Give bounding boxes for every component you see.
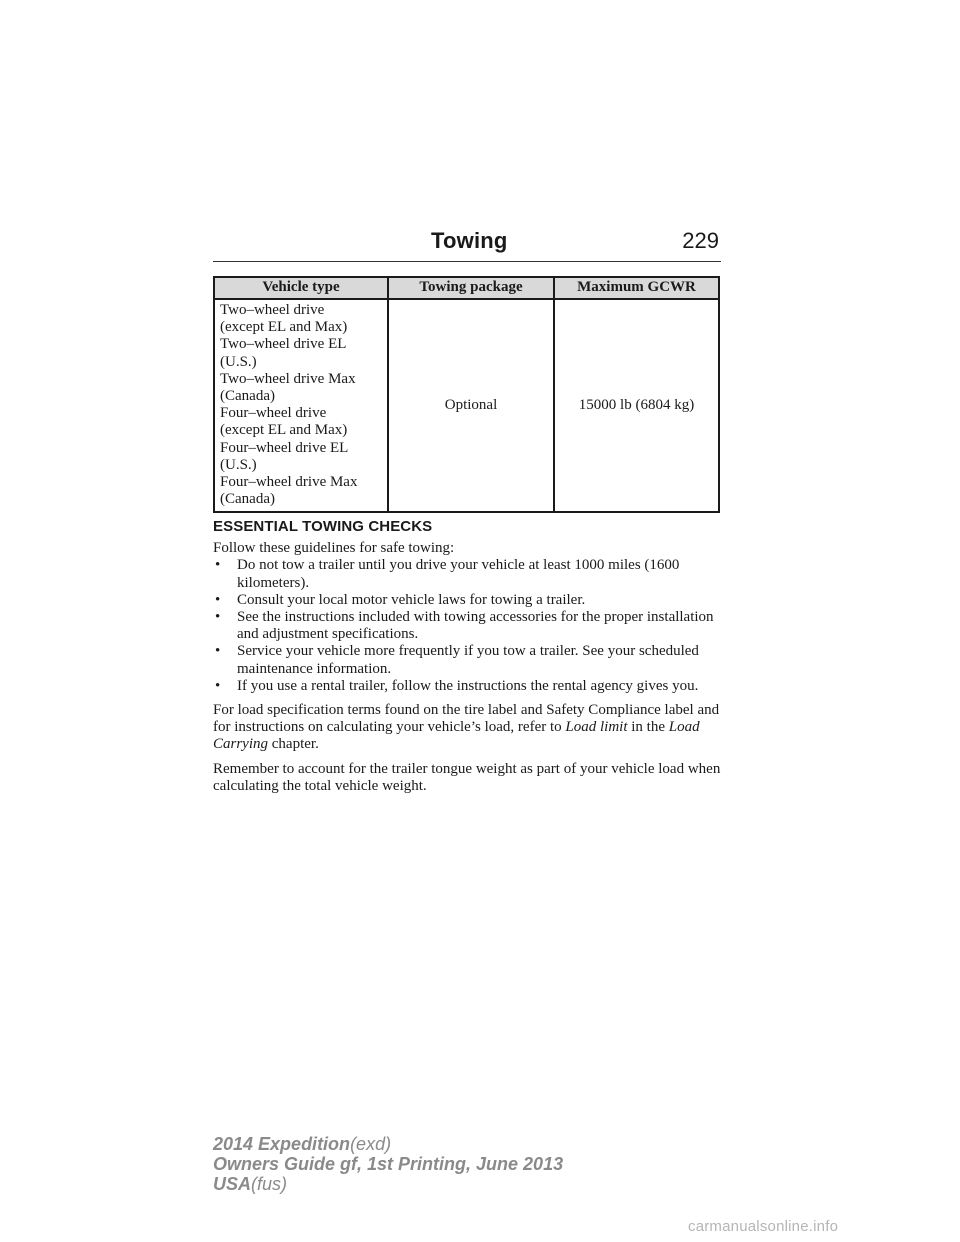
list-item-text: Consult your local motor vehicle laws for towing a trailer.: [237, 591, 586, 608]
tongue-weight-paragraph: Remember to account for the trailer tongue weight as part of your vehicle load when calculating the total vehicle weight.: [213, 760, 721, 794]
bullet-icon: •: [215, 643, 221, 660]
list-item: [213, 557, 723, 591]
list-item-text: Service your vehicle more frequently if you tow a trailer. See your scheduled maintenance information.: [237, 643, 699, 677]
cell-max-gcwr: 15000 lb (6804 kg): [554, 299, 719, 512]
vehicle-type-line: (except EL and Max): [220, 319, 348, 336]
bullet-icon: •: [215, 591, 221, 608]
guideline-list: [213, 557, 723, 695]
vehicle-type-line: Four–wheel drive: [220, 405, 327, 422]
footer-line-market: [213, 1174, 713, 1194]
document-footer: [213, 1134, 713, 1194]
list-item: [213, 643, 723, 677]
vehicle-type-line: Four–wheel drive EL: [220, 439, 349, 456]
vehicle-type-line: (Canada): [220, 388, 275, 405]
footer-model-code: (exd): [350, 1134, 392, 1154]
chapter-title: Towing: [431, 228, 508, 253]
header-rule: [213, 261, 721, 262]
list-item: [213, 592, 723, 609]
vehicle-type-line: (except EL and Max): [220, 422, 348, 439]
section-intro: Follow these guidelines for safe towing:: [213, 540, 455, 557]
vehicle-type-line: Two–wheel drive EL: [220, 336, 347, 353]
bullet-icon: •: [215, 677, 221, 694]
list-item-text: If you use a rental trailer, follow the instructions the rental agency gives you.: [237, 677, 699, 694]
section-essential-towing-checks: [213, 518, 723, 795]
col-header-towing-package: Towing package: [388, 277, 554, 299]
page-number: 229: [682, 228, 719, 253]
footer-line-model: [213, 1134, 713, 1154]
list-item-text: See the instructions included with towing accessories for the proper installation and adjustment specifications.: [237, 609, 714, 643]
cell-vehicle-type: [214, 299, 388, 512]
footer-market: USA: [213, 1174, 252, 1194]
paragraph-text: in the: [627, 719, 669, 736]
cell-towing-package: Optional: [388, 299, 554, 512]
load-carrying-reference: Load Carrying: [213, 719, 700, 753]
bullet-icon: •: [215, 609, 221, 626]
col-header-max-gcwr: Maximum GCWR: [554, 277, 719, 299]
vehicle-type-line: (U.S.): [220, 456, 257, 473]
list-item: [213, 678, 723, 695]
gcwr-table: [213, 276, 720, 513]
load-limit-reference: Load limit: [565, 719, 628, 736]
list-item-text: Do not tow a trailer until you drive your vehicle at least 1000 miles (1600 kilometers).: [237, 557, 680, 591]
vehicle-type-line: Two–wheel drive Max: [220, 370, 356, 387]
table-header-row: [214, 277, 719, 299]
page-header: [213, 228, 721, 258]
site-watermark: carmanualsonline.info: [688, 1218, 839, 1235]
vehicle-type-line: (Canada): [220, 491, 275, 508]
load-spec-paragraph: [213, 702, 723, 754]
section-heading: ESSENTIAL TOWING CHECKS: [213, 518, 433, 535]
list-item: [213, 609, 723, 643]
bullet-icon: •: [215, 557, 221, 574]
table-row: [214, 299, 719, 512]
paragraph-text: chapter.: [268, 736, 319, 753]
footer-model: 2014 Expedition: [213, 1134, 351, 1154]
vehicle-type-line: Four–wheel drive Max: [220, 474, 358, 491]
vehicle-type-line: Two–wheel drive: [220, 302, 325, 318]
paragraph-text: For load specification terms found on the tire label and Safety Compliance label and for instructions on calculating your vehicle’s load, refer to: [213, 702, 720, 736]
vehicle-type-line: (U.S.): [220, 353, 257, 370]
col-header-vehicle-type: Vehicle type: [214, 277, 388, 299]
footer-line-guide: Owners Guide gf, 1st Printing, June 2013: [213, 1154, 564, 1174]
footer-market-code: (fus): [251, 1174, 288, 1194]
